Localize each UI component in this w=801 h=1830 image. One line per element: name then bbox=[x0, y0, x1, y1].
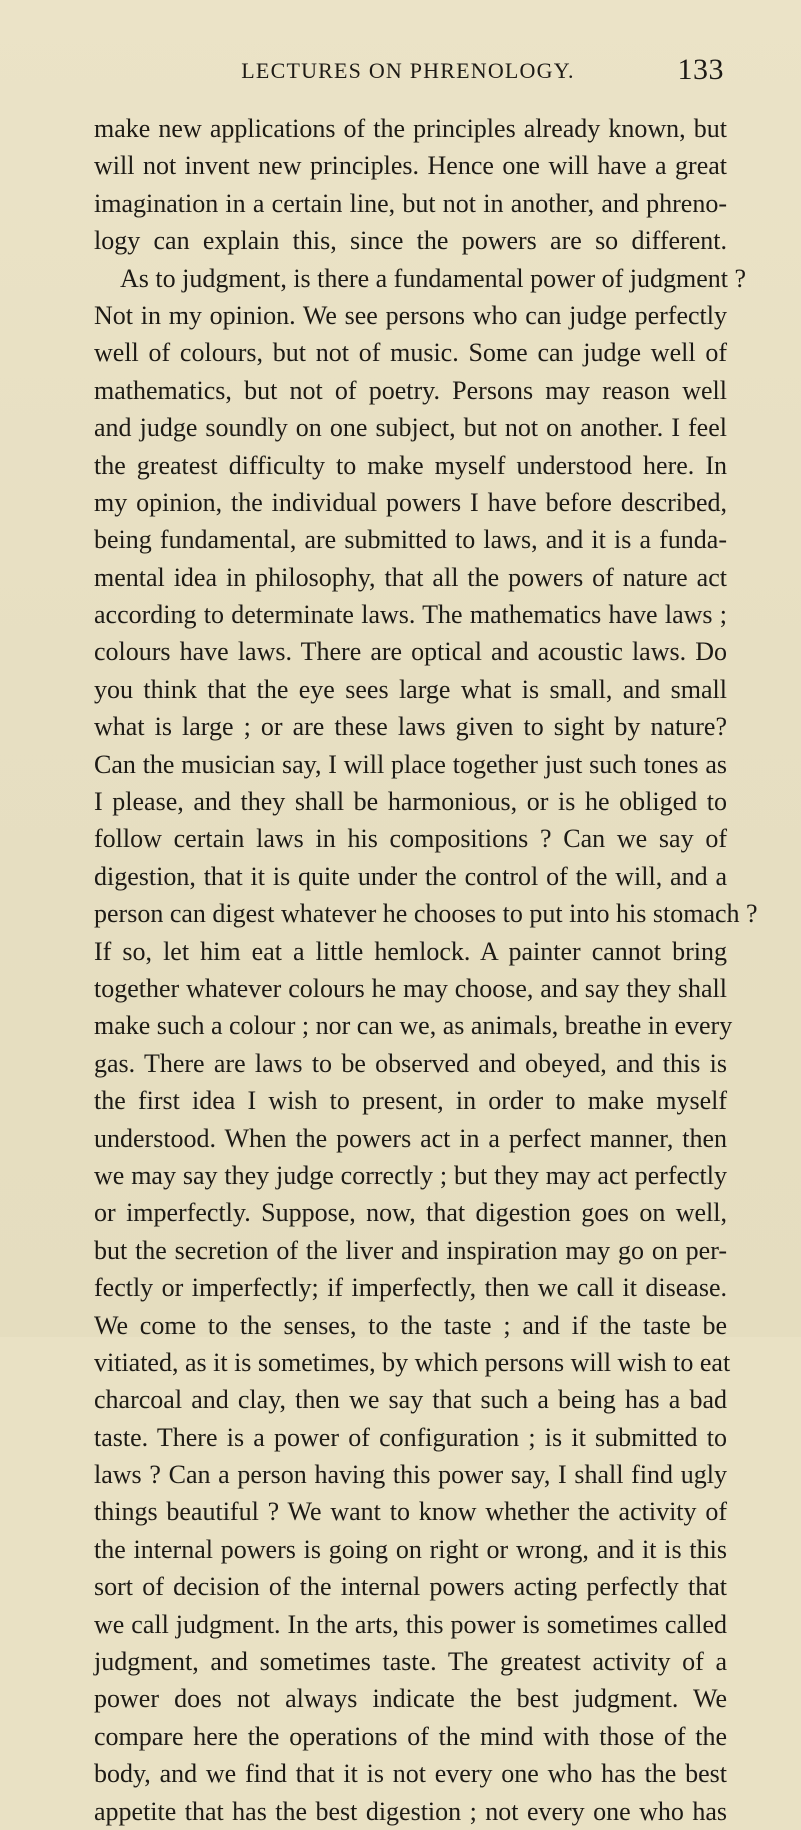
text-line: and judge soundly on one subject, but not on another. I feel bbox=[94, 413, 727, 443]
body-text bbox=[94, 110, 758, 1830]
text-line: you think that the eye sees large what is small, and small bbox=[94, 674, 727, 704]
text-line: charcoal and clay, then we say that such a being has a bad bbox=[94, 1385, 727, 1415]
text-line: but the secretion of the liver and inspiration may go on per- bbox=[94, 1235, 727, 1265]
text-line: the first idea I wish to present, in order to make myself bbox=[94, 1086, 727, 1116]
text-line: together whatever colours he may choose, and say they shall bbox=[94, 973, 727, 1003]
text-line: appetite that has the best digestion ; not every one who has bbox=[94, 1796, 727, 1826]
text-line: imagination in a certain line, but not in another, and phreno- bbox=[94, 188, 727, 218]
text-line: power does not always indicate the best judgment. We bbox=[94, 1684, 727, 1714]
text-line: sort of decision of the internal powers acting perfectly that bbox=[94, 1572, 727, 1602]
text-line: things beautiful ? We want to know whether the activity of bbox=[94, 1497, 727, 1527]
text-line: make new applications of the principles already known, but bbox=[94, 114, 727, 143]
text-line: follow certain laws in his compositions ? Can we say of bbox=[94, 824, 727, 854]
text-line: understood. When the powers act in a perfect manner, then bbox=[94, 1123, 727, 1153]
text-line: compare here the operations of the mind with those of the bbox=[94, 1721, 727, 1751]
text-line: fectly or imperfectly; if imperfectly, then we call it disease. bbox=[94, 1273, 727, 1303]
text-line: according to determinate laws. The mathematics have laws ; bbox=[94, 600, 727, 630]
text-line: will not invent new principles. Hence one will have a great bbox=[94, 151, 727, 181]
page-number: 133 bbox=[677, 53, 724, 86]
text-line: mathematics, but not of poetry. Persons may reason well bbox=[94, 375, 727, 405]
text-line: make such a colour ; nor can we, as animals, breathe in every bbox=[94, 1011, 733, 1041]
text-line: colours have laws. There are optical and acoustic laws. Do bbox=[94, 637, 727, 667]
text-line: what is large ; or are these laws given to sight by nature? bbox=[94, 712, 727, 742]
running-head bbox=[92, 40, 724, 86]
text-line: digestion, that it is quite under the control of the will, and a bbox=[94, 861, 727, 891]
text-line: As to judgment, is there a fundamental power of judgment ? bbox=[120, 263, 747, 293]
text-line: I please, and they shall be harmonious, or is he obliged to bbox=[94, 787, 727, 817]
text-line: person can digest whatever he chooses to put into his stomach ? bbox=[94, 899, 758, 929]
text-line: judgment, and sometimes taste. The greatest activity of a bbox=[94, 1647, 727, 1677]
running-title: LECTURES ON PHRENOLOGY. bbox=[241, 58, 575, 83]
text-line: laws ? Can a person having this power say, I shall find ugly bbox=[94, 1460, 727, 1490]
text-line: we may say they judge correctly ; but they may act perfectly bbox=[94, 1160, 727, 1190]
text-line: my opinion, the individual powers I have before described, bbox=[94, 487, 727, 517]
text-line: well of colours, but not of music. Some can judge well of bbox=[94, 338, 727, 368]
text-line: vitiated, as it is sometimes, by which persons will wish to eat bbox=[94, 1347, 731, 1377]
text-line: taste. There is a power of configuration ; is it submitted to bbox=[94, 1422, 727, 1452]
text-line: Not in my opinion. We see persons who can judge perfectly bbox=[94, 300, 727, 330]
text-line: gas. There are laws to be observed and obeyed, and this is bbox=[94, 1048, 727, 1078]
text-line: body, and we find that it is not every one who has the best bbox=[94, 1759, 727, 1789]
text-line: being fundamental, are submitted to laws, and it is a funda- bbox=[94, 525, 727, 555]
text-line: the internal powers is going on right or wrong, and it is this bbox=[94, 1534, 727, 1564]
text-line: Can the musician say, I will place together just such tones as bbox=[94, 749, 727, 779]
text-line: mental idea in philosophy, that all the powers of nature act bbox=[94, 562, 727, 592]
text-line: We come to the senses, to the taste ; and if the taste be bbox=[94, 1310, 727, 1340]
text-line: we call judgment. In the arts, this power is sometimes called bbox=[94, 1609, 727, 1639]
text-line: the greatest difficulty to make myself understood here. In bbox=[94, 450, 727, 480]
text-line: or imperfectly. Suppose, now, that digestion goes on well, bbox=[94, 1198, 727, 1228]
text-line: If so, let him eat a little hemlock. A painter cannot bring bbox=[94, 936, 727, 966]
text-line: logy can explain this, since the powers are so different. bbox=[94, 226, 727, 256]
